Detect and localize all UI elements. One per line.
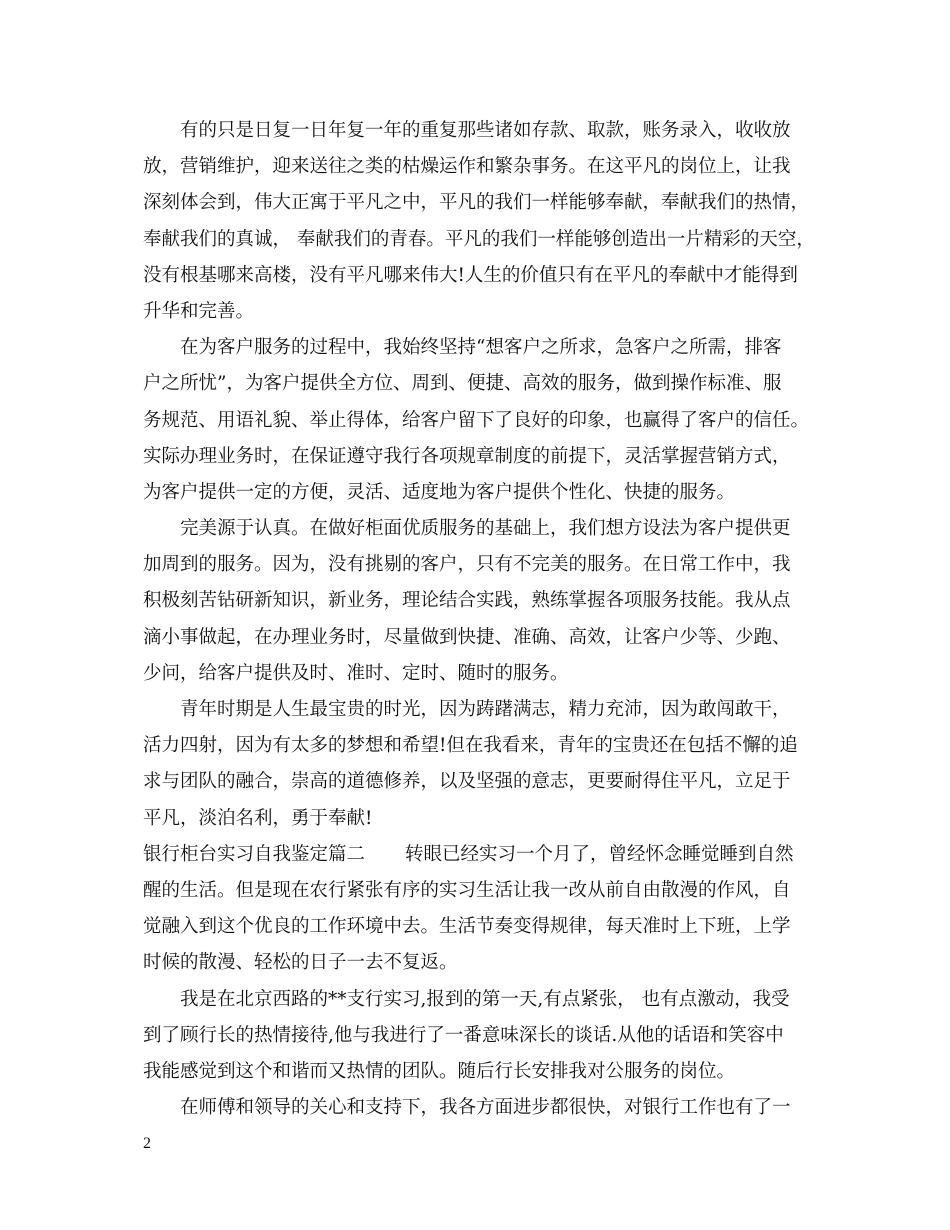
text-line: 深刻体会到，伟大正寓于平凡之中，平凡的我们一样能够奉献，奉献我们的热情， — [143, 192, 810, 214]
text-line: 求与团队的融合，崇高的道德修养，以及坚强的意志，更要耐得住平凡，立足于 — [143, 771, 791, 793]
text-line: 醒的生活。但是现在农行紧张有序的实习生活让我一改从前自由散漫的作风，自 — [143, 879, 791, 901]
text-line: 加周到的服务。因为，没有挑剔的客户，只有不完美的服务。在日常工作中，我 — [143, 554, 791, 576]
text-line: 青年时期是人生最宝贵的时光，因为踌躇满志，精力充沛，因为敢闯敢干， — [180, 699, 791, 720]
text-line: 在师傅和领导的关心和支持下，我各方面进步都很快，对银行工作也有了一 — [180, 1097, 791, 1119]
text-line: 没有根基哪来高楼，没有平凡哪来伟大!人生的价值只有在平凡的奉献中才能得到 — [143, 264, 798, 286]
text-line: 少问，给客户提供及时、准时、定时、随时的服务。 — [143, 662, 569, 684]
text-line: 我能感觉到这个和谐而又热情的团队。随后行长安排我对公服务的岗位。 — [143, 1060, 736, 1082]
text-line: 户之所忧”，为客户提供全方位、周到、便捷、高效的服务，做到操作标准、服 — [143, 373, 782, 395]
text-line: 积极刻苦钻研新知识，新业务，理论结合实践，熟练掌握各项服务技能。我从点 — [143, 590, 791, 612]
document-body — [143, 113, 823, 1126]
text-line: 完美源于认真。在做好柜面优质服务的基础上，我们想方设法为客户提供更 — [180, 518, 791, 540]
text-line: 有的只是日复一日年复一年的重复那些诸如存款、取款，账务录入，收收放 — [180, 120, 791, 141]
text-line: 务规范、用语礼貌、举止得体，给客户留下了良好的印象，也赢得了客户的信任。 — [143, 409, 810, 431]
section-heading-line — [143, 837, 823, 873]
text-line: 实际办理业务时，在保证遵守我行各项规章制度的前提下，灵活掌握营销方式， — [143, 445, 791, 467]
text-line: 活力四射，因为有太多的梦想和希望!但在我看来，青年的宝贵还在包括不懈的追 — [143, 735, 798, 757]
text-line: 奉献我们的真诚， 奉献我们的青春。平凡的我们一样能够创造出一片精彩的天空， — [143, 228, 815, 250]
text-line: 时候的散漫、轻松的日子一去不复返。 — [143, 952, 458, 974]
text-line: 放，营销维护，迎来送往之类的枯燥运作和繁杂事务。在这平凡的岗位上，让我 — [143, 156, 791, 178]
page-number: 2 — [143, 1135, 151, 1152]
text-line: 在为客户服务的过程中，我始终坚持“想客户之所求，急客户之所需，排客 — [180, 337, 782, 359]
text-line: 到了顾行长的热情接待,他与我进行了一番意味深长的谈话.从他的话语和笑容中 — [143, 1024, 784, 1046]
text-line: 转眼已经实习一个月了，曾经怀念睡觉睡到自然 — [405, 843, 794, 865]
text-line: 滴小事做起，在办理业务时，尽量做到快捷、准确、高效，让客户少等、少跑、 — [143, 626, 791, 648]
section-title: 银行柜台实习自我鉴定篇二 — [143, 843, 366, 865]
text-line: 觉融入到这个优良的工作环境中去。生活节奏变得规律，每天准时上下班，上学 — [143, 916, 791, 938]
text-line: 平凡，淡泊名利，勇于奉献! — [143, 807, 373, 829]
text-line: 我是在北京西路的**支行实习,报到的第一天,有点紧张， 也有点激动，我受 — [180, 988, 790, 1010]
text-line: 为客户提供一定的方便，灵活、适度地为客户提供个性化、快捷的服务。 — [143, 481, 736, 503]
text-line: 升华和完善。 — [143, 300, 255, 322]
